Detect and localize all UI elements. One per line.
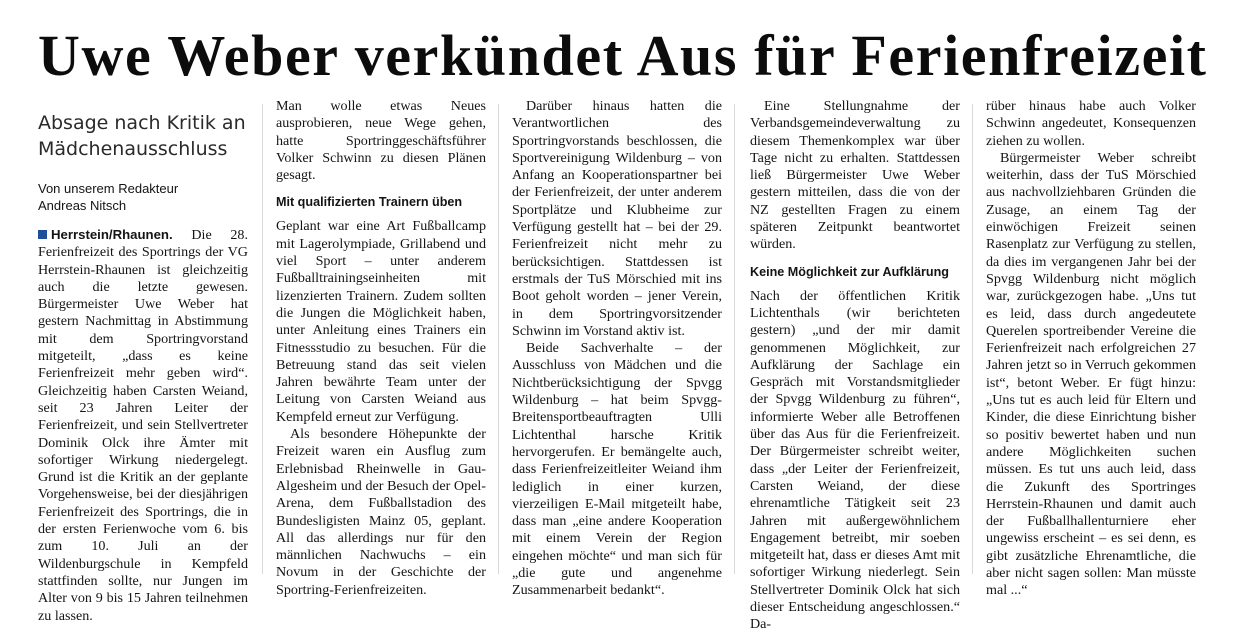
article-paragraph: Bürgermeister Weber schreibt weiterhin, dass der TuS Mörschied aus nachvollziehbaren Gründen die Zusage, an einem Tag der einwöchigen Freizeit seinen Rasenplatz zur Verfügung zu stellen, da dies im vergangenen Jahr bei der Spvgg Wildenburg nicht möglich war, zurückgezogen habe. „Uns tut es leid, dass durch angedeutete Querelen sportreibender Vereine die Ferienfreizeit nach erfolgreichen 27 Jahren jetzt so in Verruch gekommen ist“, betont Weber. Er fügt hinzu: „Uns tut es auch leid für Eltern und Kinder, die diese Einrichtung bisher so positiv bewertet haben und nun andere Möglichkeiten suchen müssen. Es tut uns auch leid, dass die Zukunft des Sportringes Herrstein-Rhaunen und damit auch der Fußballhallenturniere eher ungewiss erscheint – es sei denn, es gibt zusätzliche Ehrenamtliche, die aber nicht sagen sollen: Man müsste mal ...“ [986,149,1196,599]
article-paragraph: Darüber hinaus hatten die Verantwortlichen des Sportringvorstands beschlossen, die Sportvereinigung Wildenburg – von Anfang an Kooperationspartner bei der Ferienfreizeit, der unter anderem Sportplätze und Klubheime zur Verfügung gestellt hat – bei der 29. Ferienfreizeit nicht mehr zu berücksichtigen. Stattdessen ist erstmals der TuS Mörschied mit ins Boot geholt worden – jener Verein, in dem Sportringvorsitzender Schwinn im Vorstand aktiv ist. [512,98,722,339]
article-column-5 [986,98,1196,600]
article-paragraph: Geplant war eine Art Fußballcamp mit Lagerolympiade, Grillabend und viel Sport – unter anderem Fußballtrainingseinheiten mit lizenzierten Trainern. Zudem sollten die Jungen die Möglichkeit haben, unter Anleitung eines Trainers ein Fitnessstudio zu besuchen. Für die Betreuung stand das seit vielen Jahren bewährte Team unter der Leitung von Carsten Weiand aus Kempfeld erneut zur Verfügung. [276,218,486,425]
article-column-4 [750,98,960,634]
byline-line-1: Von unserem Redakteur [38,181,179,196]
paragraph-text: Die 28. Ferienfreizeit des Sportrings der VG Herrstein-Rhaunen ist gleichzeitig auch die letzte gewesen. Bürgermeister Uwe Weber hat gestern Nachmittag in Abstimmung mit dem Sportringvorstand mitgeteilt, „dass es keine Ferienfreizeit mehr geben wird“. Gleichzeitig haben Carsten Weiand, seit 23 Jahren Leiter der Ferienfreizeit, und sein Stellvertreter Dominik Olck ihre Ämter mit sofortiger Wirkung niedergelegt. Grund ist die Kritik an der geplante Vorgehensweise, bei der diesjährigen Ferienfreizeit des Sportrings, die in der ersten Ferienwoche vom 6. bis zum 10. Juli an der Wildenburgschule in Kempfeld stattfinden sollte, nur Jungen im Alter von 9 bis 15 Jahren teilnehmen zu lassen. [38,227,248,624]
article-paragraph: Beide Sachverhalte – der Ausschluss von Mädchen und die Nichtberücksichtigung der Spvgg Wildenburg – hat beim Spvgg-Breitensportbeauftragten Ulli Lichtenthal harsche Kritik hervorgerufen. Er bemängelte auch, dass Ferienfreizeitleiter Weiand ihm lediglich in einer kurzen, vierzeiligen E-Mail mitgeteilt habe, dass man „eine andere Kooperation mit einem Verein der Region eingehen möchte“ und man sich für „die gute und angenehme Zusammenarbeit bedankt“. [512,340,722,599]
column-divider [734,104,735,574]
article-paragraph: Nach der öffentlichen Kritik Lichtenthals (wir berichteten gestern) „und der mir damit genommenen Möglichkeit, zur Aufklärung der Sachlage ein Gespräch mit Vorstandsmitglieder der Spvgg Wildenburg zu führen“, informierte Weber alle Betroffenen über das Aus für die Ferienfreizeit. Der Bürgermeister schreibt weiter, dass „der Leiter der Ferienfreizeit, Carsten Weiand, der diese ehrenamtliche Tätigkeit seit 23 Jahren mit außergewöhnlichem Engagement betreibt, mir soeben mitgeteilt hat, dass er dieses Amt mit sofortiger Wirkung niederlegt. Sein Stellvertreter Dominik Olck hat sich dieser Entscheidung angeschlossen.“ Da- [750,287,960,633]
article-column-2 [276,98,486,599]
article-headline: Uwe Weber verkündet Aus für Ferienfreizeit [38,23,1208,88]
article-paragraph: Man wolle etwas Neues ausprobieren, neue Wege gehen, hatte Sportringgeschäftsführer Volker Schwinn zu diesen Plänen gesagt. [276,98,486,184]
article-paragraph: rüber hinaus habe auch Volker Schwinn angedeutet, Konsequenzen ziehen zu wollen. [986,98,1196,149]
article-dateline: Herrstein/Rhaunen. [51,227,173,242]
article-paragraph [38,226,248,625]
article-byline [38,180,248,214]
column-divider [972,104,973,574]
article-column-1 [38,98,248,625]
column-divider [262,104,263,574]
article-subhead: Mit qualifizierten Trainern üben [276,195,463,210]
blue-square-icon [38,230,47,239]
column-divider [498,104,499,574]
article-column-3 [512,98,722,600]
article-paragraph: Eine Stellungnahme der Verbandsgemeindeverwaltung zu diesem Themenkomplex war über Tage nicht zu erhalten. Stattdessen ließ Bürgermeister Uwe Weber gestern mitteilen, dass die von der NZ gestellten Fragen zu einem späteren Zeitpunkt beantwortet würden. [750,98,960,253]
byline-author: Andreas Nitsch [38,198,127,213]
article-paragraph: Als besondere Höhepunkte der Freizeit waren ein Ausflug zum Erlebnisbad Rheinwelle in Gau-Algesheim und der Besuch der Opel-Arena, dem Fußballstadion des Bundesligisten Mainz 05, geplant. All das allerdings nur für den männlichen Nachwuchs – ein Novum in der Geschichte der Sportring-Ferienfreizeiten. [276,426,486,598]
article-subhead: Keine Möglichkeit zur Aufklärung [750,264,949,279]
article-kicker: Absage nach Kritik an Mädchenausschluss [38,112,246,160]
